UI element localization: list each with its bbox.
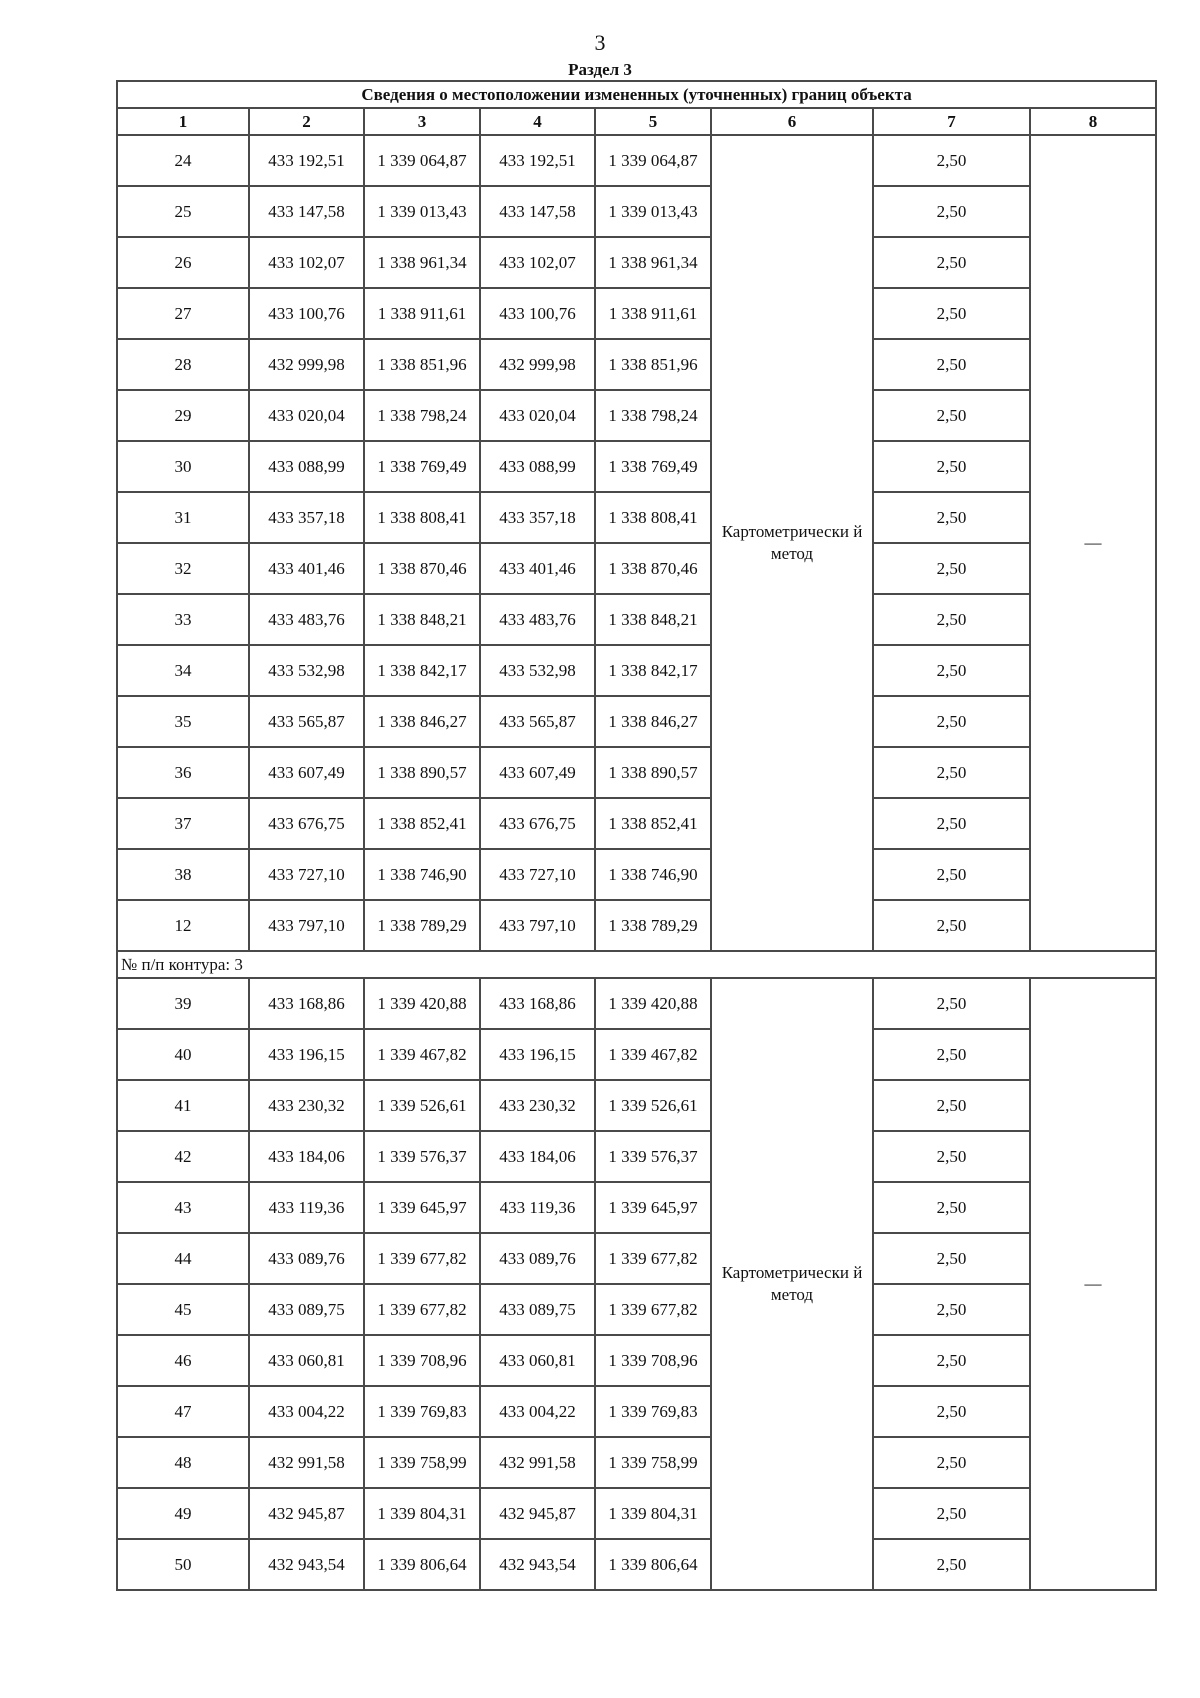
y-new-cell: 1 339 677,82 xyxy=(595,1233,711,1284)
table-row xyxy=(117,543,1156,594)
point-number-cell: 35 xyxy=(117,696,249,747)
point-number-cell: 36 xyxy=(117,747,249,798)
y-existing-cell: 1 339 064,87 xyxy=(364,135,480,186)
y-new-cell: 1 339 013,43 xyxy=(595,186,711,237)
point-number-cell: 24 xyxy=(117,135,249,186)
table-row xyxy=(117,1386,1156,1437)
x-new-cell: 432 943,54 xyxy=(480,1539,595,1590)
y-new-cell: 1 338 798,24 xyxy=(595,390,711,441)
y-new-cell: 1 338 808,41 xyxy=(595,492,711,543)
x-existing-cell: 433 088,99 xyxy=(249,441,364,492)
column8-cell: — xyxy=(1030,135,1156,951)
y-existing-cell: 1 338 798,24 xyxy=(364,390,480,441)
accuracy-cell: 2,50 xyxy=(873,978,1030,1029)
accuracy-cell: 2,50 xyxy=(873,1029,1030,1080)
y-new-cell: 1 339 758,99 xyxy=(595,1437,711,1488)
column-number: 3 xyxy=(364,108,480,135)
x-existing-cell: 433 532,98 xyxy=(249,645,364,696)
accuracy-cell: 2,50 xyxy=(873,1539,1030,1590)
accuracy-cell: 2,50 xyxy=(873,1437,1030,1488)
y-existing-cell: 1 339 708,96 xyxy=(364,1335,480,1386)
table-row xyxy=(117,237,1156,288)
x-new-cell: 433 401,46 xyxy=(480,543,595,594)
point-number-cell: 45 xyxy=(117,1284,249,1335)
point-number-cell: 12 xyxy=(117,900,249,951)
point-number-cell: 25 xyxy=(117,186,249,237)
x-new-cell: 432 999,98 xyxy=(480,339,595,390)
table-row xyxy=(117,696,1156,747)
y-existing-cell: 1 339 467,82 xyxy=(364,1029,480,1080)
x-existing-cell: 433 089,75 xyxy=(249,1284,364,1335)
column-number: 7 xyxy=(873,108,1030,135)
table-row xyxy=(117,186,1156,237)
column-number: 6 xyxy=(711,108,873,135)
accuracy-cell: 2,50 xyxy=(873,1386,1030,1437)
accuracy-cell: 2,50 xyxy=(873,1080,1030,1131)
x-existing-cell: 433 230,32 xyxy=(249,1080,364,1131)
column-number: 4 xyxy=(480,108,595,135)
y-new-cell: 1 338 852,41 xyxy=(595,798,711,849)
point-number-cell: 40 xyxy=(117,1029,249,1080)
point-number-cell: 49 xyxy=(117,1488,249,1539)
table-row xyxy=(117,492,1156,543)
point-number-cell: 39 xyxy=(117,978,249,1029)
column-number: 1 xyxy=(117,108,249,135)
point-number-cell: 48 xyxy=(117,1437,249,1488)
y-existing-cell: 1 338 961,34 xyxy=(364,237,480,288)
point-number-cell: 38 xyxy=(117,849,249,900)
x-new-cell: 433 483,76 xyxy=(480,594,595,645)
y-new-cell: 1 339 420,88 xyxy=(595,978,711,1029)
table-row xyxy=(117,1335,1156,1386)
x-new-cell: 433 676,75 xyxy=(480,798,595,849)
y-new-cell: 1 338 769,49 xyxy=(595,441,711,492)
x-existing-cell: 433 565,87 xyxy=(249,696,364,747)
x-existing-cell: 433 727,10 xyxy=(249,849,364,900)
x-existing-cell: 432 999,98 xyxy=(249,339,364,390)
x-new-cell: 433 192,51 xyxy=(480,135,595,186)
point-number-cell: 29 xyxy=(117,390,249,441)
x-existing-cell: 433 168,86 xyxy=(249,978,364,1029)
y-new-cell: 1 339 064,87 xyxy=(595,135,711,186)
accuracy-cell: 2,50 xyxy=(873,288,1030,339)
y-existing-cell: 1 339 769,83 xyxy=(364,1386,480,1437)
column-number-row xyxy=(117,108,1156,135)
x-existing-cell: 433 676,75 xyxy=(249,798,364,849)
accuracy-cell: 2,50 xyxy=(873,492,1030,543)
x-new-cell: 433 184,06 xyxy=(480,1131,595,1182)
table-row xyxy=(117,288,1156,339)
accuracy-cell: 2,50 xyxy=(873,645,1030,696)
accuracy-cell: 2,50 xyxy=(873,1488,1030,1539)
y-existing-cell: 1 338 851,96 xyxy=(364,339,480,390)
y-existing-cell: 1 338 842,17 xyxy=(364,645,480,696)
y-existing-cell: 1 339 013,43 xyxy=(364,186,480,237)
y-new-cell: 1 339 804,31 xyxy=(595,1488,711,1539)
y-existing-cell: 1 339 576,37 xyxy=(364,1131,480,1182)
accuracy-cell: 2,50 xyxy=(873,594,1030,645)
x-existing-cell: 433 004,22 xyxy=(249,1386,364,1437)
x-existing-cell: 433 060,81 xyxy=(249,1335,364,1386)
accuracy-cell: 2,50 xyxy=(873,237,1030,288)
x-new-cell: 433 004,22 xyxy=(480,1386,595,1437)
contour-label: № п/п контура: 3 xyxy=(117,951,1156,978)
point-number-cell: 42 xyxy=(117,1131,249,1182)
accuracy-cell: 2,50 xyxy=(873,543,1030,594)
point-number-cell: 46 xyxy=(117,1335,249,1386)
y-existing-cell: 1 339 804,31 xyxy=(364,1488,480,1539)
y-existing-cell: 1 339 806,64 xyxy=(364,1539,480,1590)
table-row xyxy=(117,1539,1156,1590)
accuracy-cell: 2,50 xyxy=(873,1284,1030,1335)
x-new-cell: 433 089,76 xyxy=(480,1233,595,1284)
x-new-cell: 433 797,10 xyxy=(480,900,595,951)
y-new-cell: 1 338 789,29 xyxy=(595,900,711,951)
point-number-cell: 50 xyxy=(117,1539,249,1590)
y-existing-cell: 1 338 808,41 xyxy=(364,492,480,543)
table-row xyxy=(117,594,1156,645)
y-new-cell: 1 339 526,61 xyxy=(595,1080,711,1131)
table-row xyxy=(117,1488,1156,1539)
point-number-cell: 47 xyxy=(117,1386,249,1437)
y-existing-cell: 1 339 677,82 xyxy=(364,1284,480,1335)
accuracy-cell: 2,50 xyxy=(873,186,1030,237)
point-number-cell: 43 xyxy=(117,1182,249,1233)
y-existing-cell: 1 338 890,57 xyxy=(364,747,480,798)
y-new-cell: 1 339 467,82 xyxy=(595,1029,711,1080)
table-row xyxy=(117,135,1156,186)
y-new-cell: 1 338 746,90 xyxy=(595,849,711,900)
x-existing-cell: 433 089,76 xyxy=(249,1233,364,1284)
accuracy-cell: 2,50 xyxy=(873,1335,1030,1386)
y-new-cell: 1 339 769,83 xyxy=(595,1386,711,1437)
table-row xyxy=(117,1182,1156,1233)
accuracy-cell: 2,50 xyxy=(873,135,1030,186)
table-row xyxy=(117,1029,1156,1080)
y-existing-cell: 1 338 852,41 xyxy=(364,798,480,849)
x-existing-cell: 433 102,07 xyxy=(249,237,364,288)
table-row xyxy=(117,645,1156,696)
point-number-cell: 37 xyxy=(117,798,249,849)
y-existing-cell: 1 338 789,29 xyxy=(364,900,480,951)
x-new-cell: 433 060,81 xyxy=(480,1335,595,1386)
table-row xyxy=(117,849,1156,900)
table-row xyxy=(117,798,1156,849)
x-new-cell: 432 991,58 xyxy=(480,1437,595,1488)
x-new-cell: 433 727,10 xyxy=(480,849,595,900)
point-number-cell: 27 xyxy=(117,288,249,339)
table-row xyxy=(117,1437,1156,1488)
y-new-cell: 1 338 842,17 xyxy=(595,645,711,696)
method-cell: Картометрически й метод xyxy=(711,978,873,1590)
y-existing-cell: 1 338 911,61 xyxy=(364,288,480,339)
accuracy-cell: 2,50 xyxy=(873,1233,1030,1284)
x-existing-cell: 433 196,15 xyxy=(249,1029,364,1080)
x-existing-cell: 432 945,87 xyxy=(249,1488,364,1539)
x-existing-cell: 432 943,54 xyxy=(249,1539,364,1590)
point-number-cell: 30 xyxy=(117,441,249,492)
table-row xyxy=(117,1284,1156,1335)
x-new-cell: 433 147,58 xyxy=(480,186,595,237)
point-number-cell: 26 xyxy=(117,237,249,288)
x-new-cell: 433 196,15 xyxy=(480,1029,595,1080)
x-new-cell: 433 020,04 xyxy=(480,390,595,441)
x-new-cell: 433 607,49 xyxy=(480,747,595,798)
table-row xyxy=(117,1080,1156,1131)
x-existing-cell: 433 483,76 xyxy=(249,594,364,645)
section-title: Раздел 3 xyxy=(568,60,632,79)
y-new-cell: 1 339 576,37 xyxy=(595,1131,711,1182)
x-new-cell: 433 565,87 xyxy=(480,696,595,747)
x-new-cell: 433 357,18 xyxy=(480,492,595,543)
boundary-table xyxy=(116,80,1157,1591)
y-new-cell: 1 338 848,21 xyxy=(595,594,711,645)
table-row xyxy=(117,339,1156,390)
y-new-cell: 1 338 911,61 xyxy=(595,288,711,339)
method-cell: Картометрически й метод xyxy=(711,135,873,951)
y-existing-cell: 1 339 645,97 xyxy=(364,1182,480,1233)
accuracy-cell: 2,50 xyxy=(873,747,1030,798)
accuracy-cell: 2,50 xyxy=(873,696,1030,747)
accuracy-cell: 2,50 xyxy=(873,900,1030,951)
y-new-cell: 1 339 645,97 xyxy=(595,1182,711,1233)
table-row xyxy=(117,441,1156,492)
y-existing-cell: 1 339 526,61 xyxy=(364,1080,480,1131)
point-number-cell: 33 xyxy=(117,594,249,645)
x-existing-cell: 433 184,06 xyxy=(249,1131,364,1182)
y-new-cell: 1 338 961,34 xyxy=(595,237,711,288)
contour-row xyxy=(117,951,1156,978)
y-existing-cell: 1 338 769,49 xyxy=(364,441,480,492)
point-number-cell: 28 xyxy=(117,339,249,390)
y-new-cell: 1 338 851,96 xyxy=(595,339,711,390)
y-existing-cell: 1 339 677,82 xyxy=(364,1233,480,1284)
column-number: 2 xyxy=(249,108,364,135)
accuracy-cell: 2,50 xyxy=(873,849,1030,900)
column8-cell: — xyxy=(1030,978,1156,1590)
x-existing-cell: 433 192,51 xyxy=(249,135,364,186)
x-existing-cell: 432 991,58 xyxy=(249,1437,364,1488)
column-number: 8 xyxy=(1030,108,1156,135)
table-row xyxy=(117,1131,1156,1182)
accuracy-cell: 2,50 xyxy=(873,390,1030,441)
x-existing-cell: 433 401,46 xyxy=(249,543,364,594)
x-new-cell: 433 088,99 xyxy=(480,441,595,492)
y-existing-cell: 1 338 870,46 xyxy=(364,543,480,594)
x-new-cell: 432 945,87 xyxy=(480,1488,595,1539)
x-existing-cell: 433 797,10 xyxy=(249,900,364,951)
point-number-cell: 41 xyxy=(117,1080,249,1131)
y-existing-cell: 1 338 746,90 xyxy=(364,849,480,900)
point-number-cell: 32 xyxy=(117,543,249,594)
x-existing-cell: 433 147,58 xyxy=(249,186,364,237)
accuracy-cell: 2,50 xyxy=(873,441,1030,492)
x-existing-cell: 433 607,49 xyxy=(249,747,364,798)
caption-row xyxy=(117,81,1156,108)
column-number: 5 xyxy=(595,108,711,135)
y-new-cell: 1 339 806,64 xyxy=(595,1539,711,1590)
x-new-cell: 433 100,76 xyxy=(480,288,595,339)
y-existing-cell: 1 338 848,21 xyxy=(364,594,480,645)
x-existing-cell: 433 100,76 xyxy=(249,288,364,339)
x-existing-cell: 433 119,36 xyxy=(249,1182,364,1233)
y-new-cell: 1 338 890,57 xyxy=(595,747,711,798)
x-new-cell: 433 532,98 xyxy=(480,645,595,696)
y-new-cell: 1 339 677,82 xyxy=(595,1284,711,1335)
accuracy-cell: 2,50 xyxy=(873,798,1030,849)
x-new-cell: 433 089,75 xyxy=(480,1284,595,1335)
y-new-cell: 1 338 846,27 xyxy=(595,696,711,747)
x-existing-cell: 433 020,04 xyxy=(249,390,364,441)
accuracy-cell: 2,50 xyxy=(873,1182,1030,1233)
y-existing-cell: 1 338 846,27 xyxy=(364,696,480,747)
point-number-cell: 34 xyxy=(117,645,249,696)
point-number-cell: 44 xyxy=(117,1233,249,1284)
table-row xyxy=(117,390,1156,441)
accuracy-cell: 2,50 xyxy=(873,1131,1030,1182)
table-row xyxy=(117,747,1156,798)
y-new-cell: 1 338 870,46 xyxy=(595,543,711,594)
accuracy-cell: 2,50 xyxy=(873,339,1030,390)
table-body xyxy=(117,81,1156,1590)
x-existing-cell: 433 357,18 xyxy=(249,492,364,543)
y-existing-cell: 1 339 420,88 xyxy=(364,978,480,1029)
x-new-cell: 433 119,36 xyxy=(480,1182,595,1233)
x-new-cell: 433 102,07 xyxy=(480,237,595,288)
y-new-cell: 1 339 708,96 xyxy=(595,1335,711,1386)
x-new-cell: 433 168,86 xyxy=(480,978,595,1029)
table-row xyxy=(117,900,1156,951)
table-row xyxy=(117,1233,1156,1284)
x-new-cell: 433 230,32 xyxy=(480,1080,595,1131)
table-caption: Сведения о местоположении измененных (уточненных) границ объекта xyxy=(117,81,1156,108)
page-number: 3 xyxy=(594,30,606,55)
y-existing-cell: 1 339 758,99 xyxy=(364,1437,480,1488)
point-number-cell: 31 xyxy=(117,492,249,543)
table-row xyxy=(117,978,1156,1029)
